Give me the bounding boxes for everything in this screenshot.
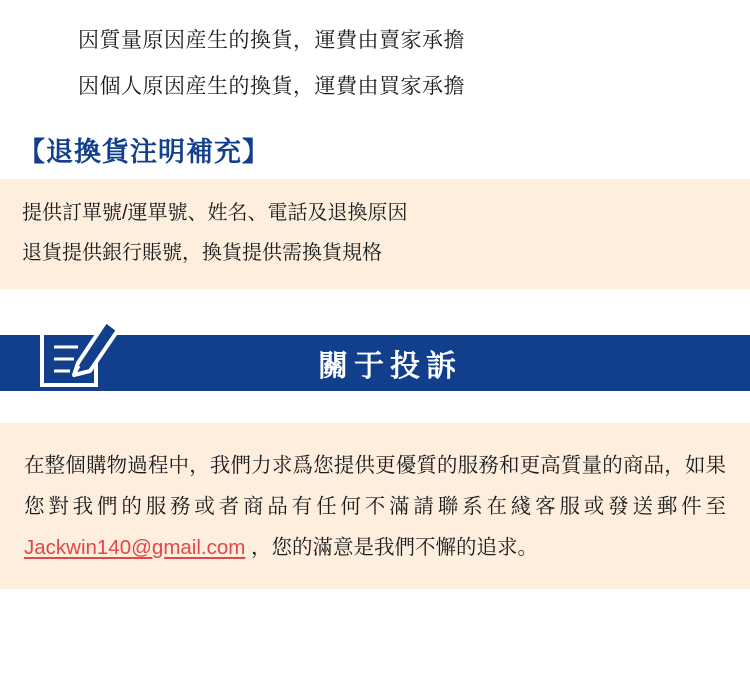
- complaint-text-after: ，您的滿意是我們不懈的追求。: [245, 536, 539, 559]
- return-note-heading: 【退換貨注明補充】: [18, 137, 270, 167]
- return-note-line-2: 退貨提供銀行賬號，換貨提供需換貨規格: [22, 242, 382, 264]
- complaint-banner: [0, 335, 750, 399]
- return-note-box: [0, 179, 750, 289]
- complaint-text-box: [0, 423, 750, 589]
- complaint-paragraph: [24, 445, 726, 568]
- policy-line-2: 因個人原因産生的換貨，運費由買家承擔: [78, 75, 465, 98]
- pencil-edit-icon: [34, 313, 120, 393]
- policy-lines: [0, 0, 750, 110]
- complaint-text-before: 在整個購物過程中，我們力求爲您提供更優質的服務和更高質量的商品，如果您對我們的服務或者商品有任何不滿請聯系在綫客服或發送郵件至: [24, 454, 726, 518]
- return-note-line-1: 提供訂單號/運單號、姓名、電話及退換原因: [22, 202, 408, 224]
- contact-email-link[interactable]: Jackwin140@gmail.com: [24, 536, 246, 559]
- policy-line-1: 因質量原因産生的換貨，運費由賣家承擔: [78, 29, 465, 52]
- banner-title: 關于投訴: [318, 350, 462, 383]
